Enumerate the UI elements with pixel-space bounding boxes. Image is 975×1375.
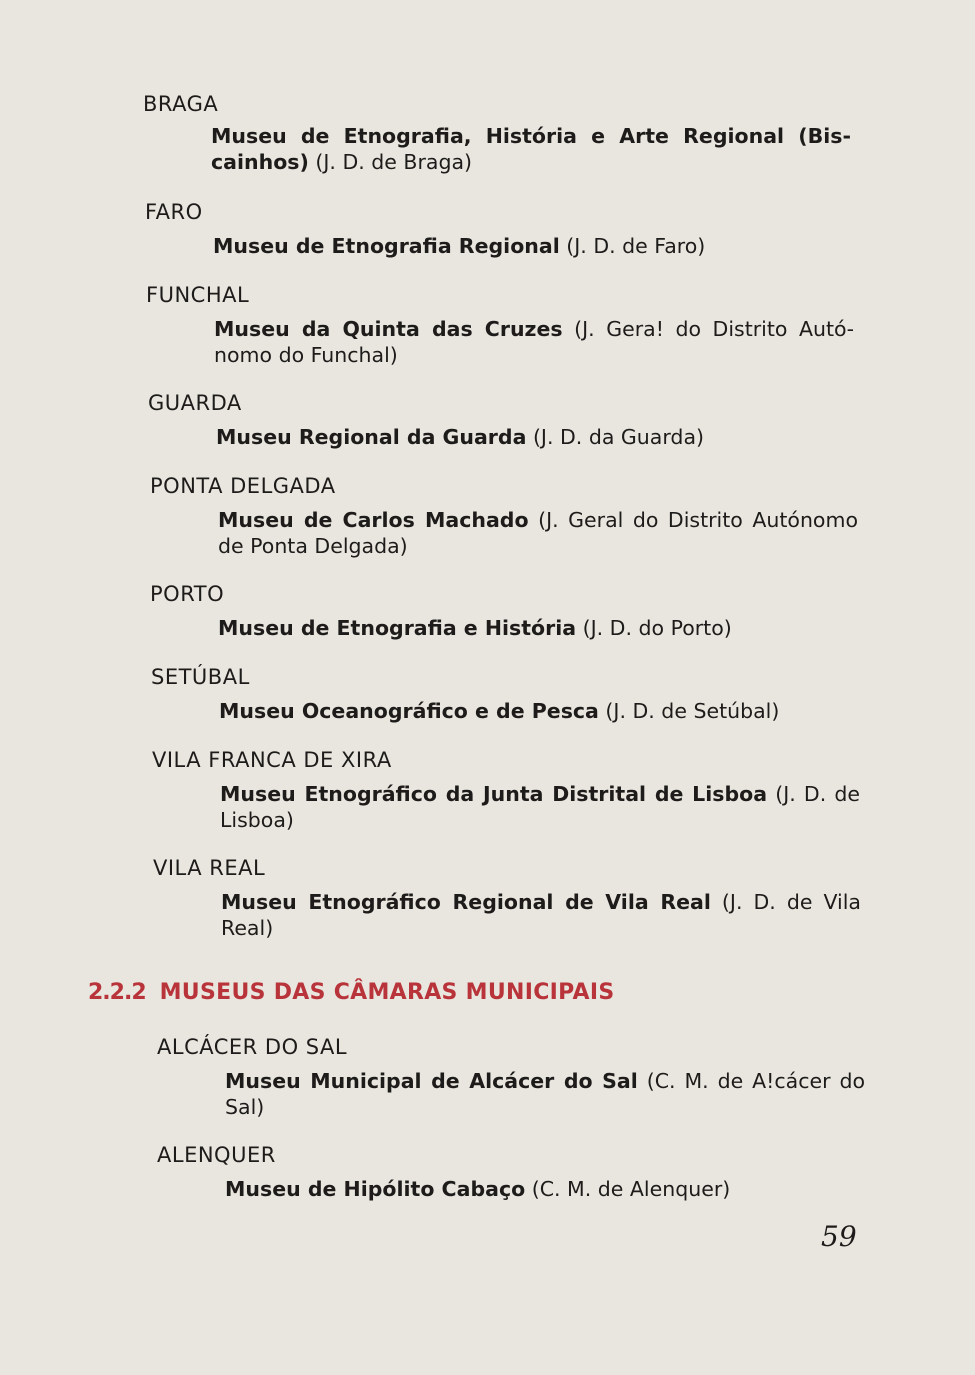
museum-authority: (J. D. de Vila Real) xyxy=(221,890,861,940)
city-heading: PORTO xyxy=(150,582,225,606)
page-number: 59 xyxy=(821,1220,857,1253)
entry-setubal xyxy=(151,664,859,724)
museum-entry xyxy=(220,781,860,833)
entry-ponta-delgada xyxy=(150,473,858,559)
museum-entry xyxy=(211,123,851,175)
museum-name: Museu Etnográfico Regional de Vila Real xyxy=(221,890,711,914)
museum-entry xyxy=(213,233,853,259)
museum-entry xyxy=(218,615,858,641)
museum-entry xyxy=(214,316,854,368)
city-heading: VILA REAL xyxy=(153,856,266,880)
museum-authority: (C. M. de Alenquer) xyxy=(525,1177,731,1201)
museum-authority: (J. D. de Faro) xyxy=(559,234,706,258)
entry-porto xyxy=(150,581,858,641)
museum-entry xyxy=(218,507,858,559)
museum-name: Museu da Quinta das Cruzes xyxy=(214,317,563,341)
museum-authority: (J. Gera! do Distrito Autónomo do Funchal) xyxy=(214,317,854,367)
museum-authority: (J. Geral do Distrito Autónomo de Ponta Delgada) xyxy=(218,508,858,558)
museum-entry xyxy=(216,424,856,450)
museum-authority: (J. D. da Guarda) xyxy=(526,425,705,449)
city-heading: FUNCHAL xyxy=(146,283,250,307)
museum-authority: (C. M. de A!cácer do Sal) xyxy=(225,1069,865,1119)
museum-name: Museu Oceanográfico e de Pesca xyxy=(219,699,599,723)
section-number: 2.2.2 xyxy=(88,980,146,1005)
city-heading: ALCÁCER DO SAL xyxy=(157,1035,348,1059)
section-title-text: MUSEUS DAS CÂMARAS MUNICIPAIS xyxy=(159,980,615,1005)
museum-entry xyxy=(225,1176,865,1202)
section-heading xyxy=(88,980,615,1005)
entry-guarda xyxy=(148,390,856,450)
museum-entry xyxy=(221,889,861,941)
entry-braga xyxy=(143,91,851,175)
museum-name: Museu Regional da Guarda xyxy=(216,425,527,449)
museum-authority: (J. D. de Lisboa) xyxy=(220,782,860,832)
museum-authority: (J. D. de Setúbal) xyxy=(598,699,780,723)
museum-entry xyxy=(219,698,859,724)
museum-name: Museu de Etnografia e História xyxy=(218,616,577,640)
city-heading: SETÚBAL xyxy=(151,665,250,689)
city-heading: VILA FRANCA DE XIRA xyxy=(152,748,392,772)
museum-name: Museu de Etnografia Regional xyxy=(213,234,560,258)
city-heading: FARO xyxy=(145,200,203,224)
entry-vila-franca-de-xira xyxy=(152,747,860,833)
museum-authority: (J. D. de Braga) xyxy=(308,150,473,174)
city-heading: BRAGA xyxy=(143,92,219,116)
entry-funchal xyxy=(146,282,854,368)
entry-alcacer-do-sal xyxy=(157,1034,865,1120)
museum-name: Museu de Etnografia, História e Arte Regional (Biscainhos) xyxy=(211,124,851,174)
city-heading: ALENQUER xyxy=(157,1143,276,1167)
museum-name: Museu de Hipólito Cabaço xyxy=(225,1177,526,1201)
entry-vila-real xyxy=(153,855,861,941)
museum-name: Museu Municipal de Alcácer do Sal xyxy=(225,1069,638,1093)
museum-entry xyxy=(225,1068,865,1120)
museum-name: Museu de Carlos Machado xyxy=(218,508,529,532)
museum-name: Museu Etnográfico da Junta Distrital de Lisboa xyxy=(220,782,768,806)
museum-authority: (J. D. do Porto) xyxy=(576,616,732,640)
city-heading: PONTA DELGADA xyxy=(150,474,336,498)
entry-faro xyxy=(145,199,853,259)
city-heading: GUARDA xyxy=(148,391,242,415)
entry-alenquer xyxy=(157,1142,865,1202)
